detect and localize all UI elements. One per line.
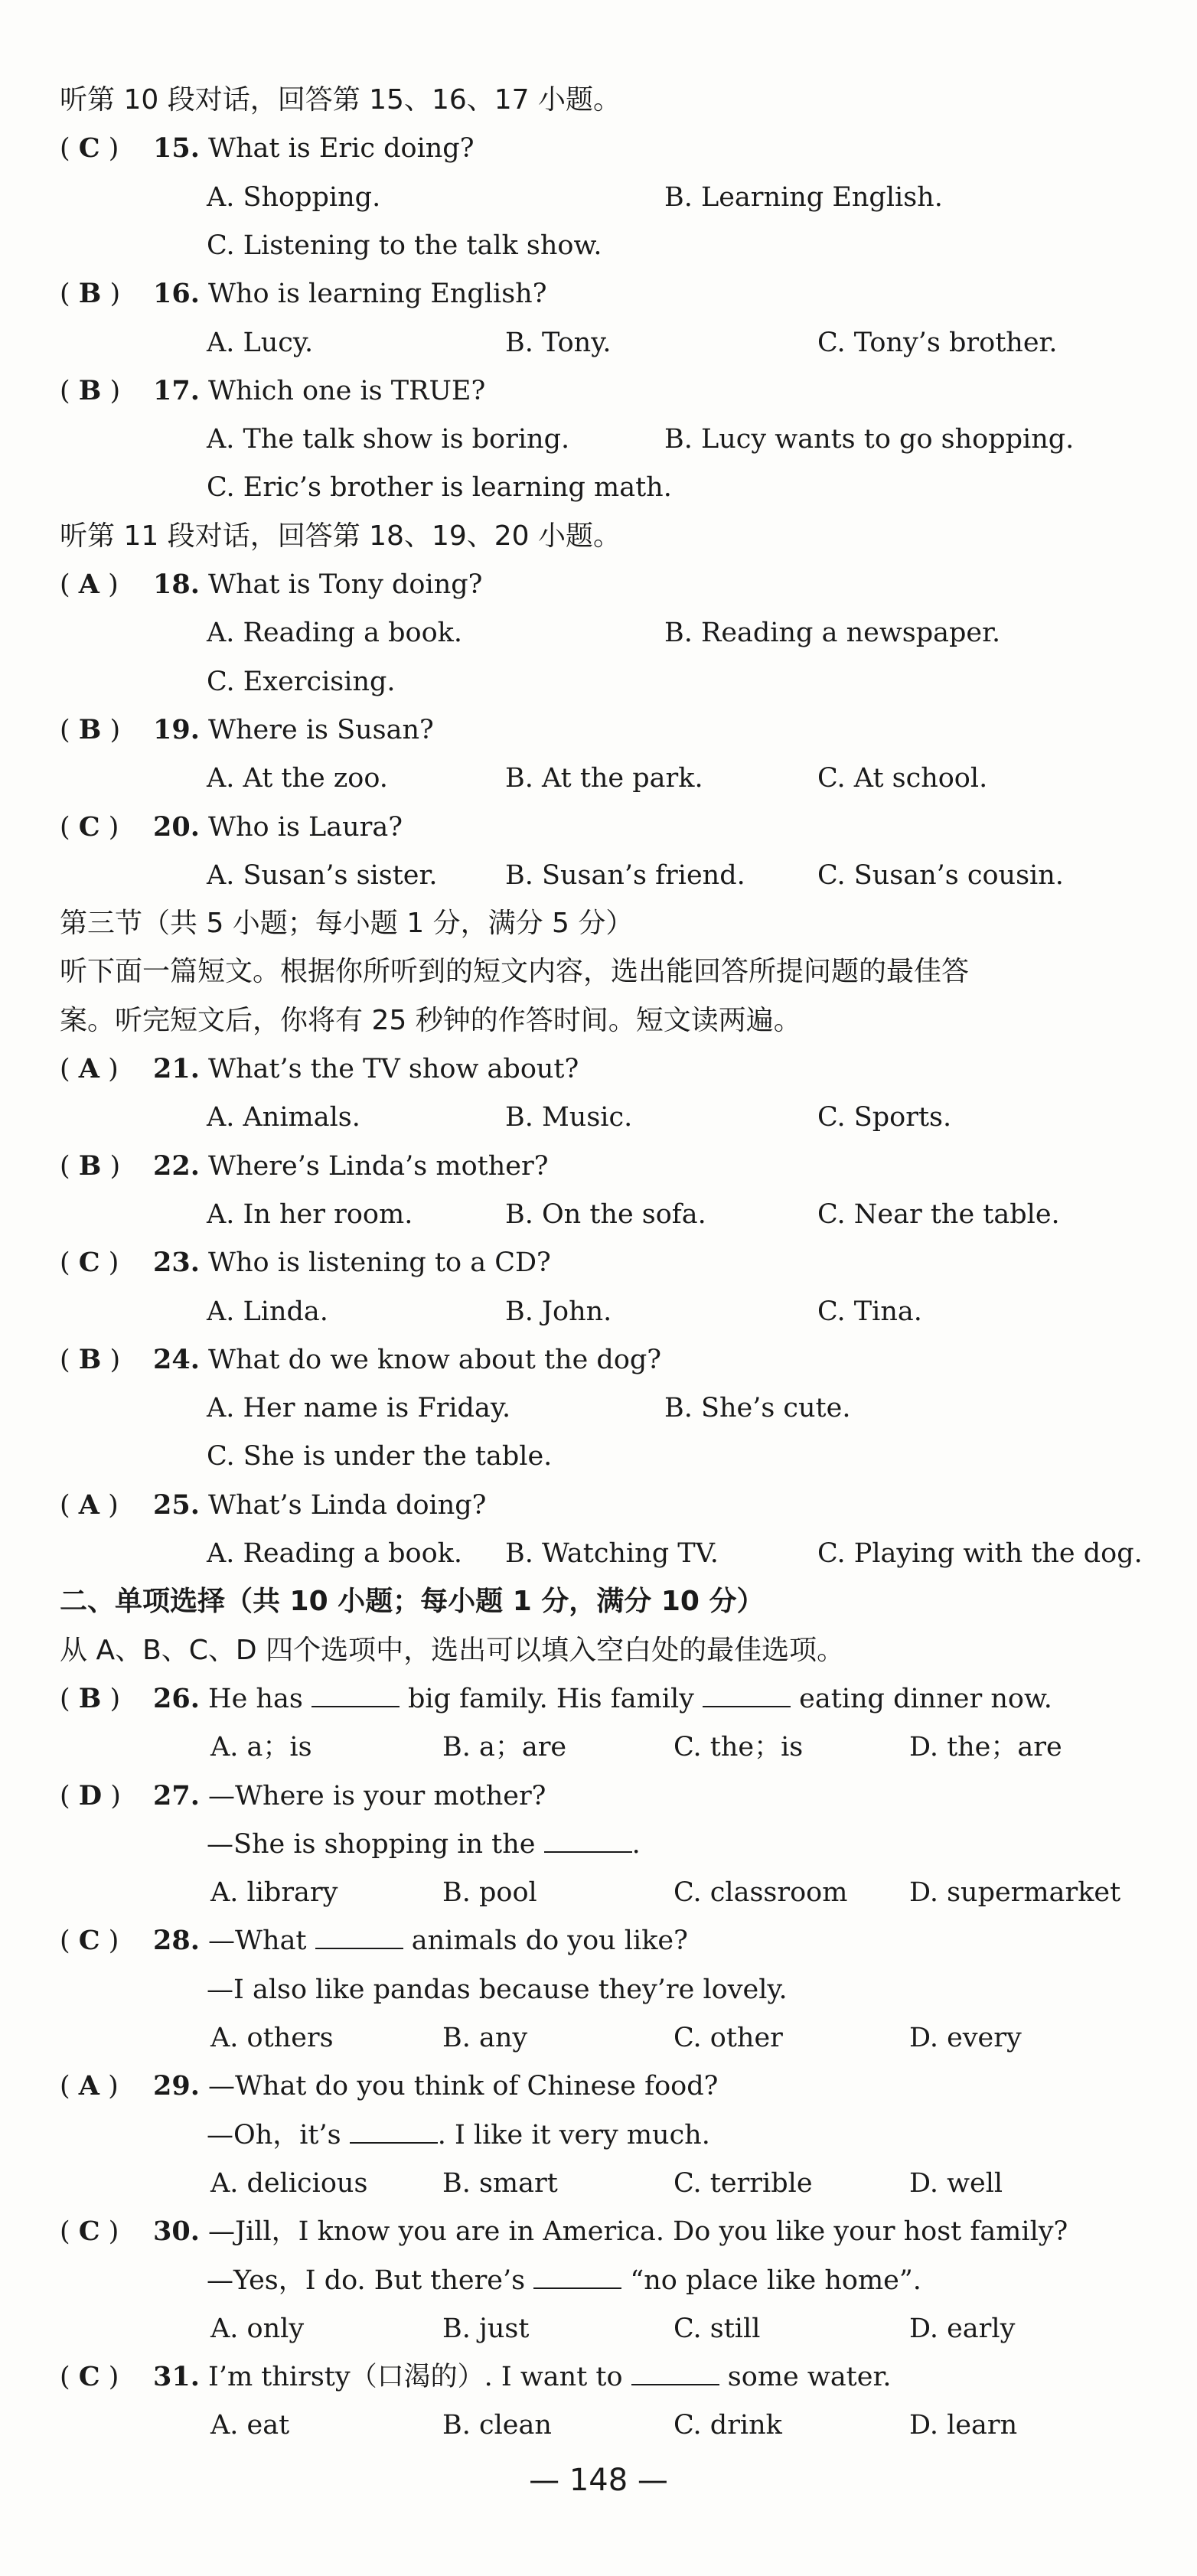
options-line: [0, 1433, 1197, 1480]
option: A. In her room.: [207, 1198, 413, 1230]
option: A. delicious: [210, 2167, 368, 2199]
question-text: 31. I’m thirsty（口渴的）. I want to some water.: [153, 2353, 891, 2401]
answer-bracket: ( C ): [60, 2216, 119, 2248]
option: C. Exercising.: [207, 666, 396, 697]
question-number: 25.: [153, 1489, 200, 1521]
answer-bracket: ( C ): [60, 1925, 119, 1957]
option: C. Near the table.: [817, 1198, 1060, 1230]
options-line: [0, 2014, 1197, 2062]
option: C. Tina.: [817, 1296, 922, 1327]
option: D. well: [909, 2167, 1003, 2199]
question-number: 18.: [153, 569, 200, 600]
options-line: [0, 174, 1197, 221]
question-line: [0, 1143, 1197, 1190]
question-line: [0, 1239, 1197, 1286]
answer-blank: [544, 1822, 632, 1853]
options-line: [0, 222, 1197, 269]
option: C. Sports.: [817, 1102, 952, 1133]
question-text: 29. —What do you think of Chinese food?: [153, 2070, 719, 2102]
answer-bracket: ( C ): [60, 810, 119, 843]
dialogue-line: [0, 2111, 1197, 2159]
option: D. the；are: [909, 1732, 1062, 1763]
answer-blank: [533, 2258, 621, 2289]
options-line: [0, 319, 1197, 367]
instruction-line: [0, 948, 1197, 996]
option: A. eat: [210, 2410, 290, 2441]
question-number: 15.: [153, 132, 200, 165]
option: D. every: [909, 2023, 1022, 2053]
option: B. clean: [442, 2410, 552, 2441]
options-line: [0, 1869, 1197, 1916]
dialogue-line: [0, 1821, 1197, 1868]
answer-bracket: ( A ): [60, 569, 119, 600]
option: C. classroom: [674, 1877, 848, 1909]
option: B. Tony.: [505, 327, 612, 358]
option: D. learn: [909, 2410, 1018, 2441]
option: B. Music.: [505, 1102, 633, 1133]
option: A. Shopping.: [207, 181, 381, 213]
option: C. Playing with the dog.: [817, 1538, 1143, 1569]
option: A. a；is: [210, 1732, 312, 1763]
answer-letter: A: [78, 1053, 99, 1084]
option: B. At the park.: [505, 763, 703, 794]
instruction-line: [0, 77, 1197, 124]
instruction-text: 听第 11 段对话，回答第 18、19、20 小题。: [60, 520, 621, 552]
question-text: 21. What’s the TV show about?: [153, 1053, 579, 1084]
answer-bracket: ( C ): [60, 1247, 119, 1279]
option: A. Linda.: [207, 1296, 328, 1327]
options-line: [0, 1530, 1197, 1577]
option: A. others: [210, 2023, 334, 2053]
answer-bracket: ( A ): [60, 1489, 119, 1521]
answer-letter: D: [78, 1779, 103, 1811]
options-line: [0, 658, 1197, 706]
option: B. Lucy wants to go shopping.: [664, 424, 1075, 455]
question-line: [0, 125, 1197, 172]
question-line: [0, 561, 1197, 608]
options-line: [0, 609, 1197, 657]
answer-letter: B: [78, 1149, 102, 1182]
option: A. At the zoo.: [207, 763, 388, 794]
option: B. just: [442, 2313, 530, 2344]
question-text: 27. —Where is your mother?: [153, 1779, 546, 1811]
instruction-line: [0, 900, 1197, 947]
option: C. terrible: [674, 2167, 813, 2199]
answer-blank: [311, 1677, 400, 1707]
option: A. The talk show is boring.: [207, 424, 570, 455]
answer-letter: A: [78, 1489, 99, 1521]
question-number: 26.: [153, 1682, 200, 1714]
option: B. smart: [442, 2167, 558, 2199]
answer-bracket: ( B ): [60, 1343, 121, 1375]
option: B. Reading a newspaper.: [664, 618, 1001, 649]
answer-bracket: ( D ): [60, 1779, 121, 1811]
options-line: [0, 755, 1197, 802]
question-line: [0, 804, 1197, 851]
question-text: 17. Which one is TRUE?: [153, 374, 486, 406]
answer-bracket: ( B ): [60, 713, 121, 745]
dialogue-text: —Yes，I do. But there’s “no place like home”.: [207, 2257, 921, 2304]
option: B. a；are: [442, 1732, 567, 1763]
answer-letter: B: [78, 1343, 102, 1375]
option: B. Susan’s friend.: [505, 859, 745, 891]
instruction-text: 第三节（共 5 小题；每小题 1 分，满分 5 分）: [60, 908, 634, 940]
answer-bracket: ( B ): [60, 1149, 121, 1182]
option: B. On the sofa.: [505, 1198, 706, 1230]
answer-letter: B: [78, 278, 102, 310]
question-number: 31.: [153, 2361, 200, 2393]
instruction-line: [0, 997, 1197, 1045]
question-text: 25. What’s Linda doing?: [153, 1489, 487, 1521]
page-number: — 148 —: [529, 2463, 668, 2498]
question-line: [0, 1336, 1197, 1384]
options-line: [0, 416, 1197, 463]
instruction-text: 听下面一篇短文。根据你所听到的短文内容，选出能回答所提问题的最佳答: [60, 956, 970, 988]
option: C. the；is: [674, 1732, 804, 1763]
section-heading-text: 二、单项选择（共 10 小题；每小题 1 分，满分 10 分）: [60, 1586, 765, 1618]
question-number: 17.: [153, 374, 200, 406]
instruction-text: 从 A、B、C、D 四个选项中，选出可以填入空白处的最佳选项。: [60, 1634, 845, 1666]
options-line: [0, 1094, 1197, 1141]
question-number: 23.: [153, 1247, 200, 1279]
question-line: [0, 2062, 1197, 2110]
question-number: 19.: [153, 713, 200, 745]
answer-blank: [315, 1919, 403, 1949]
answer-bracket: ( C ): [60, 132, 119, 165]
question-number: 28.: [153, 1925, 200, 1957]
answer-letter: B: [78, 374, 102, 406]
question-line: [0, 2353, 1197, 2401]
option: A. Her name is Friday.: [207, 1393, 511, 1424]
question-text: 16. Who is learning English?: [153, 278, 547, 310]
section-heading: [0, 1578, 1197, 1625]
question-number: 24.: [153, 1343, 200, 1375]
answer-letter: C: [78, 1925, 100, 1957]
question-number: 30.: [153, 2216, 200, 2248]
option: B. Watching TV.: [505, 1538, 719, 1569]
question-line: [0, 1772, 1197, 1820]
instruction-text: 案。听完短文后，你将有 25 秒钟的作答时间。短文读两遍。: [60, 1004, 801, 1036]
answer-bracket: ( C ): [60, 2361, 119, 2393]
question-number: 16.: [153, 278, 200, 310]
option: A. library: [210, 1877, 338, 1909]
answer-letter: C: [78, 132, 100, 165]
answer-letter: C: [78, 2216, 100, 2248]
answer-bracket: ( A ): [60, 2070, 119, 2102]
option: C. She is under the table.: [207, 1441, 553, 1472]
option: C. drink: [674, 2410, 782, 2441]
option: D. supermarket: [909, 1877, 1121, 1909]
option: C. Susan’s cousin.: [817, 859, 1064, 891]
question-number: 21.: [153, 1053, 200, 1084]
options-line: [0, 1384, 1197, 1432]
option: C. still: [674, 2313, 761, 2344]
answer-letter: B: [78, 713, 102, 745]
dialogue-text: —She is shopping in the .: [207, 1821, 641, 1868]
question-text: 22. Where’s Linda’s mother?: [153, 1149, 549, 1182]
answer-letter: A: [78, 2070, 99, 2102]
answer-letter: C: [78, 2361, 100, 2393]
option: C. Tony’s brother.: [817, 327, 1058, 358]
question-text: 19. Where is Susan?: [153, 713, 434, 745]
answer-bracket: ( B ): [60, 278, 121, 310]
option: A. Animals.: [207, 1102, 360, 1133]
question-number: 20.: [153, 810, 200, 843]
answer-letter: A: [78, 569, 99, 600]
answer-bracket: ( B ): [60, 1682, 121, 1714]
options-line: [0, 2305, 1197, 2353]
answer-letter: B: [78, 1682, 102, 1714]
option: A. Reading a book.: [207, 618, 463, 649]
instruction-line: [0, 1627, 1197, 1674]
question-line: [0, 1917, 1197, 1965]
question-line: [0, 1045, 1197, 1093]
options-line: [0, 2160, 1197, 2207]
question-text: 24. What do we know about the dog?: [153, 1343, 662, 1375]
question-line: [0, 2208, 1197, 2255]
answer-bracket: ( A ): [60, 1053, 119, 1084]
question-text: 28. —What animals do you like?: [153, 1917, 688, 1965]
option: A. Susan’s sister.: [207, 859, 438, 891]
option: B. Learning English.: [664, 181, 943, 213]
instruction-text: 听第 10 段对话，回答第 15、16、17 小题。: [60, 84, 621, 116]
option: A. Lucy.: [207, 327, 314, 358]
answer-blank: [350, 2113, 438, 2144]
question-number: 27.: [153, 1779, 200, 1811]
question-text: 20. Who is Laura?: [153, 810, 403, 843]
option: C. Eric’s brother is learning math.: [207, 472, 672, 504]
answer-letter: C: [78, 1247, 100, 1279]
question-text: 15. What is Eric doing?: [153, 132, 475, 165]
question-text: 18. What is Tony doing?: [153, 569, 483, 600]
question-line: [0, 1482, 1197, 1529]
option: D. early: [909, 2313, 1016, 2344]
question-text: 23. Who is listening to a CD?: [153, 1247, 551, 1279]
option: C. At school.: [817, 763, 988, 794]
dialogue-text: —Oh，it’s . I like it very much.: [207, 2111, 710, 2159]
instruction-line: [0, 513, 1197, 560]
question-number: 29.: [153, 2070, 200, 2102]
option: A. only: [210, 2313, 305, 2344]
answer-blank: [631, 2355, 719, 2385]
dialogue-line: [0, 2257, 1197, 2304]
options-line: [0, 1288, 1197, 1335]
question-text: 30. —Jill，I know you are in America. Do you like your host family?: [153, 2216, 1068, 2248]
answer-blank: [703, 1677, 791, 1707]
options-line: [0, 1191, 1197, 1238]
question-line: [0, 706, 1197, 754]
option: A. Reading a book.: [207, 1538, 463, 1569]
question-line: [0, 367, 1197, 415]
question-line: [0, 270, 1197, 318]
options-line: [0, 464, 1197, 511]
question-line: [0, 1675, 1197, 1723]
question-text: 26. He has big family. His family eating dinner now.: [153, 1675, 1052, 1723]
option: B. pool: [442, 1877, 537, 1909]
option: B. John.: [505, 1296, 612, 1327]
answer-bracket: ( B ): [60, 374, 121, 406]
question-number: 22.: [153, 1149, 200, 1182]
option: B. She’s cute.: [664, 1393, 851, 1424]
answer-letter: C: [78, 810, 100, 843]
dialogue-line: [0, 1966, 1197, 2014]
options-line: [0, 2402, 1197, 2449]
dialogue-text: —I also like pandas because they’re lovely.: [207, 1974, 788, 2005]
option: C. other: [674, 2023, 783, 2053]
options-line: [0, 1723, 1197, 1771]
options-line: [0, 852, 1197, 899]
option: C. Listening to the talk show.: [207, 230, 602, 261]
option: B. any: [442, 2023, 528, 2053]
